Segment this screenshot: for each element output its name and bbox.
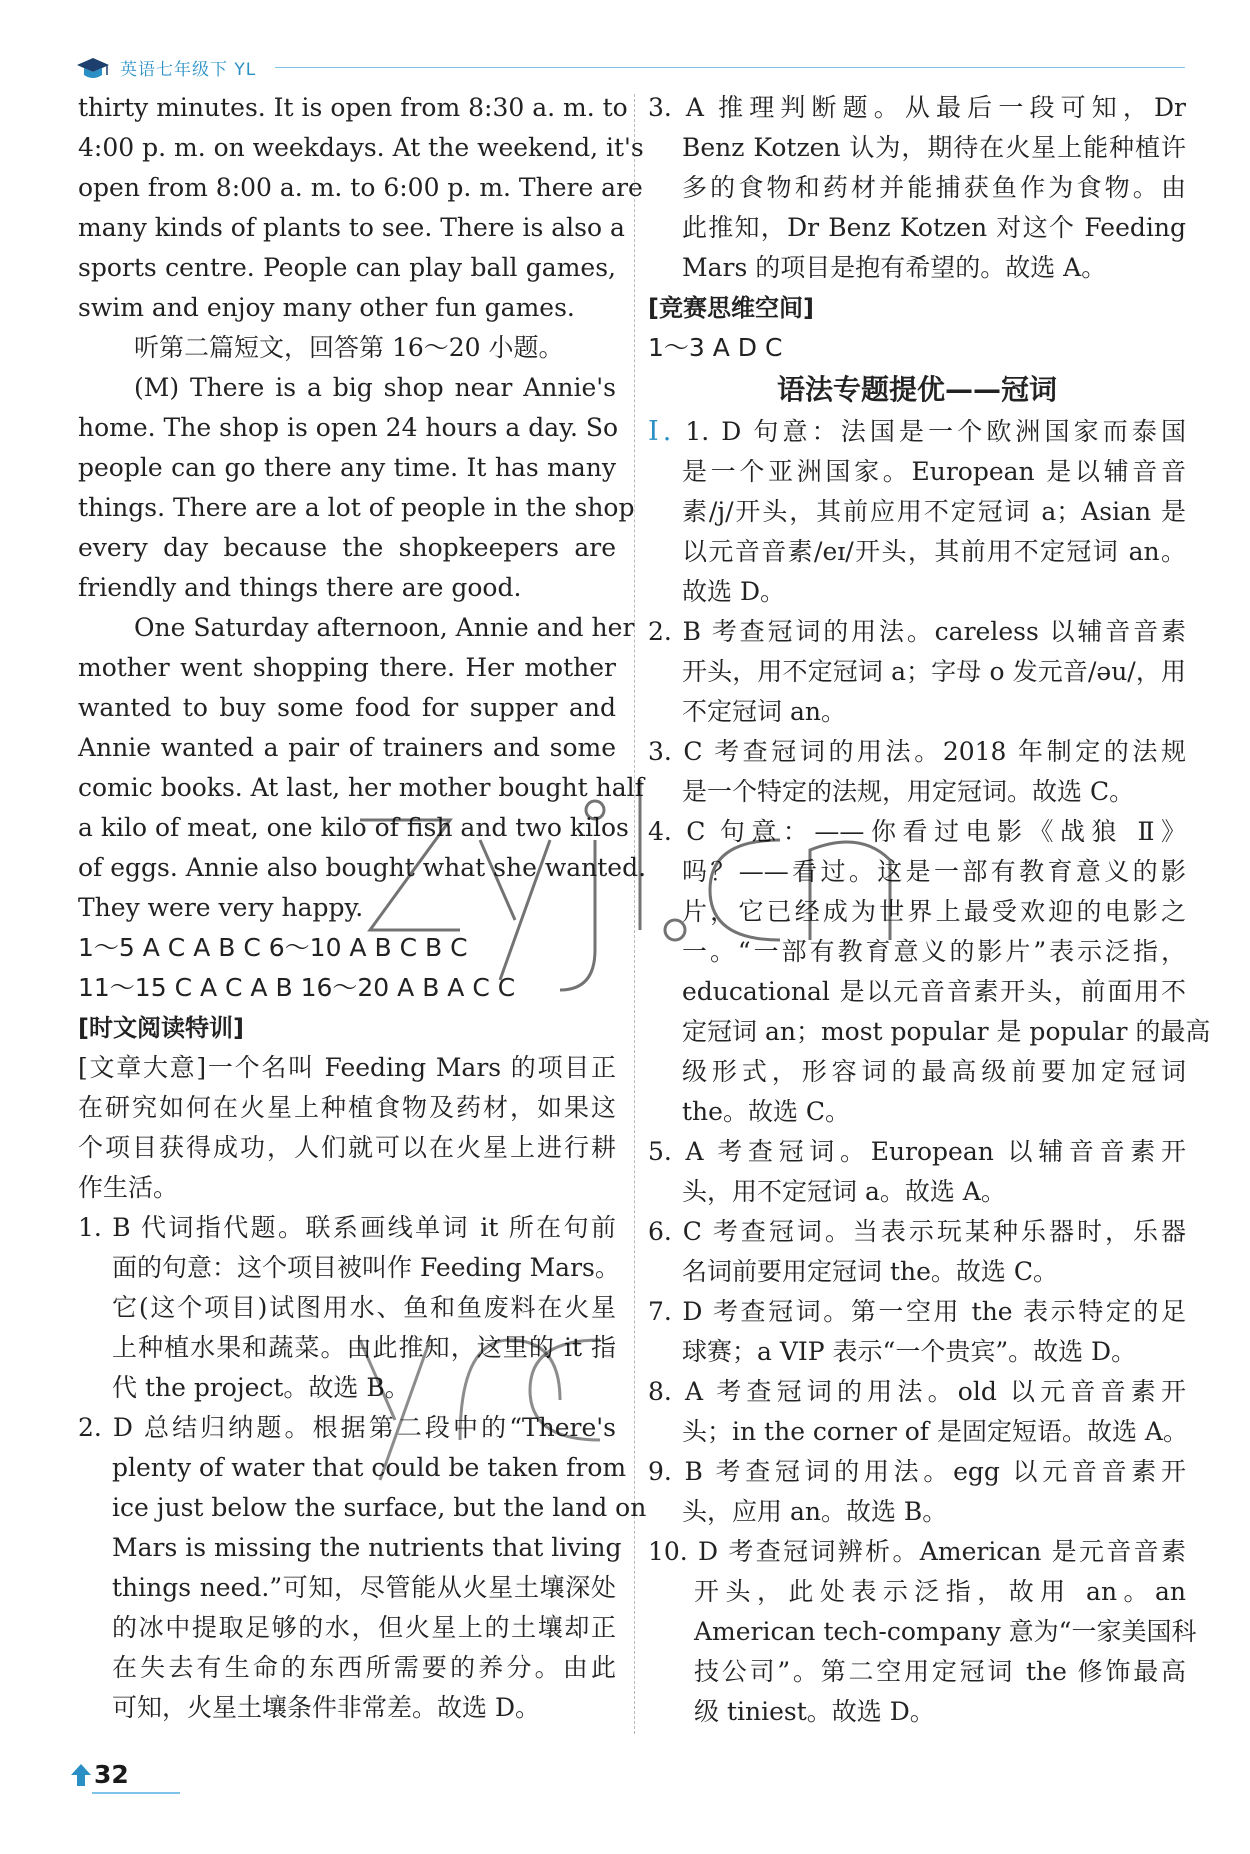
text-line: 头；in the corner of 是固定短语。故选 A。 [682, 1417, 1188, 1446]
right-column [648, 88, 1211, 1732]
text-line: (M) There is a big shop near Annie's [134, 373, 616, 402]
header-title: 英语七年级下 YL [120, 60, 257, 80]
text-line: 可知，火星土壤条件非常差。故选 D。 [112, 1693, 540, 1722]
text-line: 在失去有生命的东西所需要的养分。由此 [112, 1653, 616, 1682]
text-line: 上种植水果和蔬菜。由此推知，这里的 it 指 [112, 1333, 616, 1362]
page-header [70, 50, 1180, 86]
text-line: 素/j/开头，其前应用不定冠词 a；Asian 是 [682, 497, 1186, 526]
text-line: 听第二篇短文，回答第 16～20 小题。 [134, 333, 564, 362]
text-line: 在研究如何在火星上种植食物及药材，如果这 [78, 1093, 616, 1122]
answer-line: 11～15 C A C A B 16～20 A B A C C [78, 973, 516, 1002]
text-line: 吗？——看过。这是一部有教育意义的影 [682, 857, 1186, 886]
answer-line: 3. C 考查冠词的用法。2018 年制定的法规 [648, 737, 1186, 766]
text-line: 球赛；a VIP 表示“一个贵宾”。故选 D。 [682, 1337, 1137, 1366]
text-line: things. There are a lot of people in the shop [78, 493, 635, 522]
text-line: 代 the project。故选 B。 [112, 1373, 410, 1402]
text-line: Annie wanted a pair of trainers and some [78, 733, 616, 762]
answer-line: 8. A 考查冠词的用法。old 以元音音素开 [648, 1377, 1186, 1406]
graduation-cap-icon [76, 56, 110, 82]
text-line: One Saturday afternoon, Annie and her [134, 613, 635, 642]
text-line: mother went shopping there. Her mother [78, 653, 616, 682]
header-rule [275, 67, 1185, 68]
text-line: 头，用不定冠词 a。故选 A。 [682, 1177, 1006, 1206]
text-line: 它(这个项目)试图用水、鱼和鱼废料在火星 [112, 1293, 616, 1322]
answer-text: 1. D 句意：法国是一个欧洲国家而泰国 [685, 417, 1187, 446]
answer-line: 2. D 总结归纳题。根据第二段中的“There's [78, 1413, 616, 1442]
text-line: 片，它已经成为世界上最受欢迎的电影之 [682, 897, 1186, 926]
text-line: 是一个亚洲国家。European 是以辅音音 [682, 457, 1186, 486]
text-line: wanted to buy some food for supper and [78, 693, 616, 722]
text-line: plenty of water that could be taken from [112, 1453, 627, 1482]
text-line: swim and enjoy many other fun games. [78, 293, 575, 322]
answer-line: 7. D 考查冠词。第一空用 the 表示特定的足 [648, 1297, 1186, 1326]
text-line: Mars is missing the nutrients that living [112, 1533, 622, 1562]
answer-line: 1～5 A C A B C 6～10 A B C B C [78, 933, 468, 962]
text-line: open from 8:00 a. m. to 6:00 p. m. There are [78, 173, 643, 202]
text-line: 此推知，Dr Benz Kotzen 对这个 Feeding [682, 213, 1186, 242]
text-line: the。故选 C。 [682, 1097, 851, 1126]
text-line: comic books. At last, her mother bought half [78, 773, 644, 802]
left-column [78, 88, 647, 1728]
text-line: friendly and things there are good. [78, 573, 522, 602]
answer-line: 6. C 考查冠词。当表示玩某种乐器时，乐器 [648, 1217, 1186, 1246]
answer-line: 3. A 推理判断题。从最后一段可知，Dr [648, 93, 1186, 122]
text-line: 开头，此处表示泛指，故用 an。an [694, 1577, 1186, 1606]
answer-line: 2. B 考查冠词的用法。careless 以辅音音素 [648, 617, 1186, 646]
answer-line: 10. D 考查冠词辨析。American 是元音音素 [648, 1537, 1186, 1566]
answer-line: 1～3 A D C [648, 333, 783, 362]
answer-line: 4. C 句意：——你看过电影《战狼 Ⅱ》 [648, 817, 1186, 846]
up-arrow-icon [70, 1762, 92, 1788]
section-heading: [时文阅读特训] [78, 1014, 244, 1042]
text-line: 4:00 p. m. on weekdays. At the weekend, it's [78, 133, 644, 162]
text-line: 以元音音素/eɪ/开头，其前用不定冠词 an。 [682, 537, 1186, 566]
text-line: Mars 的项目是抱有希望的。故选 A。 [682, 253, 1107, 282]
page-footer [70, 1758, 190, 1798]
text-line: 面的句意：这个项目被叫作 Feeding Mars。 [112, 1253, 620, 1282]
text-line: home. The shop is open 24 hours a day. So [78, 413, 619, 442]
text-line: 个项目获得成功，人们就可以在火星上进行耕 [78, 1133, 616, 1162]
text-line: [文章大意]一个名叫 Feeding Mars 的项目正 [78, 1053, 616, 1082]
answer-line [648, 412, 1186, 452]
answer-line: 1. B 代词指代题。联系画线单词 it 所在句前 [78, 1213, 616, 1242]
text-line: every day because the shopkeepers are [78, 533, 616, 562]
text-line: 一。“一部有教育意义的影片”表示泛指， [682, 937, 1186, 966]
text-line: a kilo of meat, one kilo of fish and two kilos [78, 813, 629, 842]
text-line: 技公司”。第二空用定冠词 the 修饰最高 [694, 1657, 1186, 1686]
text-line: Benz Kotzen 认为，期待在火星上能种植许 [682, 133, 1186, 162]
text-line: 定冠词 an；most popular 是 popular 的最高 [682, 1017, 1211, 1046]
text-line: American tech-company 意为“一家美国科 [694, 1617, 1197, 1646]
grammar-section-title: 语法专题提优——冠词 [776, 373, 1057, 406]
page-number: 32 [94, 1760, 129, 1789]
text-line: They were very happy. [78, 893, 364, 922]
section-heading: [竞赛思维空间] [648, 294, 814, 322]
text-line: 不定冠词 an。 [682, 697, 846, 726]
answer-line: 9. B 考查冠词的用法。egg 以元音音素开 [648, 1457, 1186, 1486]
text-line: of eggs. Annie also bought what she wanted. [78, 853, 647, 882]
text-line: 级形式，形容词的最高级前要加定冠词 [682, 1057, 1186, 1086]
text-line: 头，应用 an。故选 B。 [682, 1497, 948, 1526]
answer-line: 5. A 考查冠词。European 以辅音音素开 [648, 1137, 1186, 1166]
text-line: many kinds of plants to see. There is also a [78, 213, 625, 242]
page-number-underline [92, 1792, 180, 1794]
part-number: Ⅰ. [648, 416, 672, 447]
text-line: 开头，用不定冠词 a；字母 o 发元音/əu/，用 [682, 657, 1186, 686]
text-line: 是一个特定的法规，用定冠词。故选 C。 [682, 777, 1135, 806]
text-line: 故选 D。 [682, 577, 785, 606]
text-line: sports centre. People can play ball games, [78, 253, 616, 282]
text-line: things need.”可知，尽管能从火星土壤深处 [112, 1573, 616, 1602]
text-line: 的冰中提取足够的水，但火星上的土壤却正 [112, 1613, 616, 1642]
text-line: 作生活。 [78, 1173, 179, 1202]
text-line: people can go there any time. It has many [78, 453, 616, 482]
text-line: 级 tiniest。故选 D。 [694, 1697, 935, 1726]
text-line: 名词前要用定冠词 the。故选 C。 [682, 1257, 1058, 1286]
text-line: 多的食物和药材并能捕获鱼作为食物。由 [682, 173, 1186, 202]
text-line: educational 是以元音音素开头，前面用不 [682, 977, 1186, 1006]
text-line: thirty minutes. It is open from 8:30 a. m. to [78, 93, 628, 122]
text-line: ice just below the surface, but the land on [112, 1493, 647, 1522]
